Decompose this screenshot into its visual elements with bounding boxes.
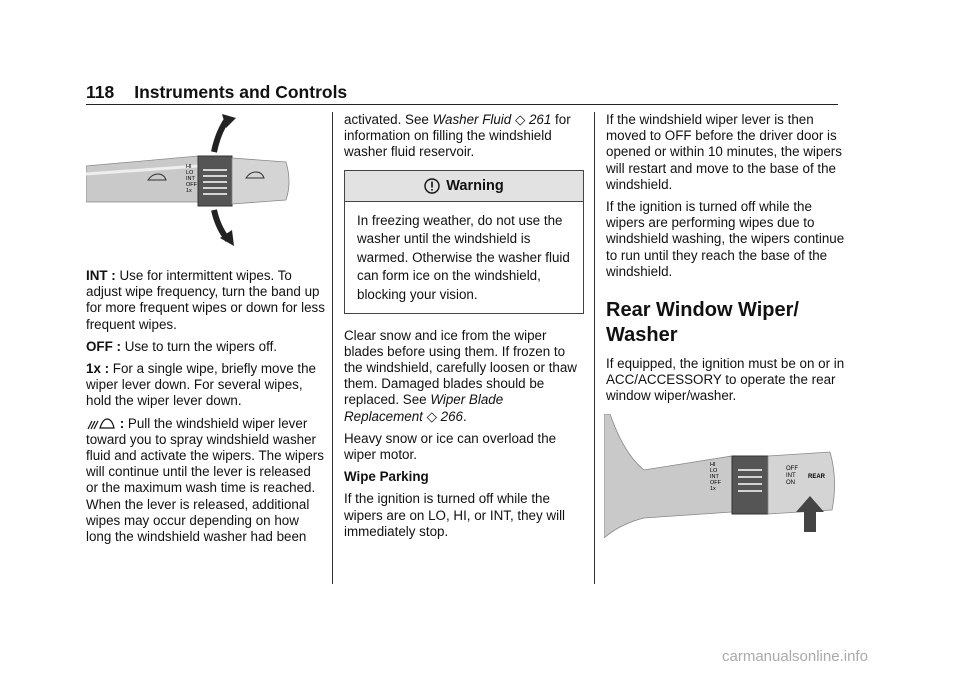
int-text: Use for intermittent wipes. To adjust wipe frequency, turn the band up for more frequent wipes or down for less frequent wipes. — [86, 268, 325, 332]
column-divider-2 — [594, 112, 595, 584]
onex-paragraph — [86, 361, 326, 410]
column-divider-1 — [332, 112, 333, 584]
rear-wiper-paragraph: If equipped, the ignition must be on or in ACC/ACCESSORY to operate the rear window wiper/washer. — [606, 356, 845, 404]
off-text: Use to turn the wipers off. — [120, 338, 278, 354]
rear-label-int: INT — [786, 473, 796, 479]
wipe-parking-paragraph: If the ignition is turned off while the wipers are on LO, HI, or INT, they will immediately stop. — [344, 491, 566, 539]
text: for information on filling the windshield washer fluid reservoir. — [344, 112, 571, 160]
column-1 — [86, 268, 326, 551]
washer-text: Pull the windshield wiper lever toward you to spray windshield washer fluid and activate the wipers. The wipers will continue until the lever is released or the maximum wash time is reached. When the lever is released, additional wipes may occur depending on how long the windshield washer had been — [86, 415, 324, 545]
header-rule — [86, 104, 838, 105]
column-2 — [344, 112, 584, 546]
wiper-lever-figure — [86, 112, 326, 252]
int-term: INT : — [86, 268, 116, 283]
watermark: carmanualsonline.info — [722, 648, 868, 665]
washer-paragraph — [86, 416, 326, 546]
wipe-parking-subhead: Wipe Parking — [344, 469, 429, 485]
warning-title: Warning — [446, 177, 504, 194]
front-label-lo: LO — [710, 468, 718, 474]
warning-box — [344, 170, 584, 314]
page-number: 118 — [86, 82, 115, 102]
front-label-1x: 1x — [710, 486, 716, 492]
text: . — [463, 408, 467, 424]
onex-term: 1x : — [86, 361, 110, 377]
rear-label-on: ON — [786, 480, 795, 486]
washer-fluid-paragraph — [344, 112, 584, 161]
warning-text: In freezing weather, do not use the washer until the windshield is warmed. Otherwise the washer fluid can form ice on the windshield, blocking your vision. — [357, 212, 570, 302]
off-paragraph — [86, 339, 326, 355]
int-paragraph — [86, 268, 326, 333]
restart-paragraph: If the windshield wiper lever is then moved to OFF before the driver door is opened or within 10 minutes, the wipers will restart and move to the base of the windshield. — [606, 112, 842, 192]
lever-label-1x: 1x — [186, 188, 192, 194]
washer-fluid-page-ref[interactable]: 261 — [528, 112, 552, 127]
column-3 — [606, 112, 846, 411]
washer-fluid-link[interactable]: Washer Fluid — [432, 112, 512, 127]
snow-paragraph — [344, 328, 584, 425]
washer-term: : — [116, 415, 125, 431]
page-ref-icon: ◇ — [511, 112, 529, 127]
overload-paragraph: Heavy snow or ice can overload the wiper motor. — [344, 430, 557, 462]
lever-label-lo: LO — [186, 170, 194, 176]
lever-label-int: INT — [186, 176, 195, 182]
warning-header — [345, 171, 583, 202]
ignition-paragraph: If the ignition is turned off while the wipers are performing wipes due to windshield washing, the wipers continue to run until they reach the base of the windshield. — [606, 199, 845, 279]
page-header — [86, 82, 347, 103]
wiper-blade-link[interactable]: Wiper Blade Replacement — [344, 392, 504, 424]
rear-wiper-heading: Rear Window Wiper/ Washer — [606, 299, 799, 347]
rear-wiper-lever-figure — [604, 414, 842, 538]
off-term: OFF : — [86, 338, 121, 354]
front-label-hi: HI — [710, 462, 716, 468]
wiper-blade-page-ref[interactable]: 266 — [440, 408, 463, 424]
lever-label-off: OFF — [186, 182, 197, 188]
page-ref-icon: ◇ — [422, 408, 441, 424]
section-title: Instruments and Controls — [134, 82, 348, 102]
washer-icon — [86, 417, 116, 431]
rear-label-off: OFF — [786, 466, 798, 472]
text: Clear snow and ice from the wiper blades before using them. If frozen to the windshield, carefully loosen or thaw them. Damaged blades should be replaced. See — [344, 327, 577, 408]
warning-icon — [424, 178, 440, 194]
front-label-off: OFF — [710, 480, 721, 486]
front-label-int: INT — [710, 474, 719, 480]
lever-label-hi: HI — [186, 164, 192, 170]
text: activated. See — [344, 112, 433, 127]
onex-text: For a single wipe, briefly move the wiper lever down. For several wipes, hold the wiper lever down. — [86, 361, 316, 409]
rear-label: REAR — [808, 474, 826, 480]
